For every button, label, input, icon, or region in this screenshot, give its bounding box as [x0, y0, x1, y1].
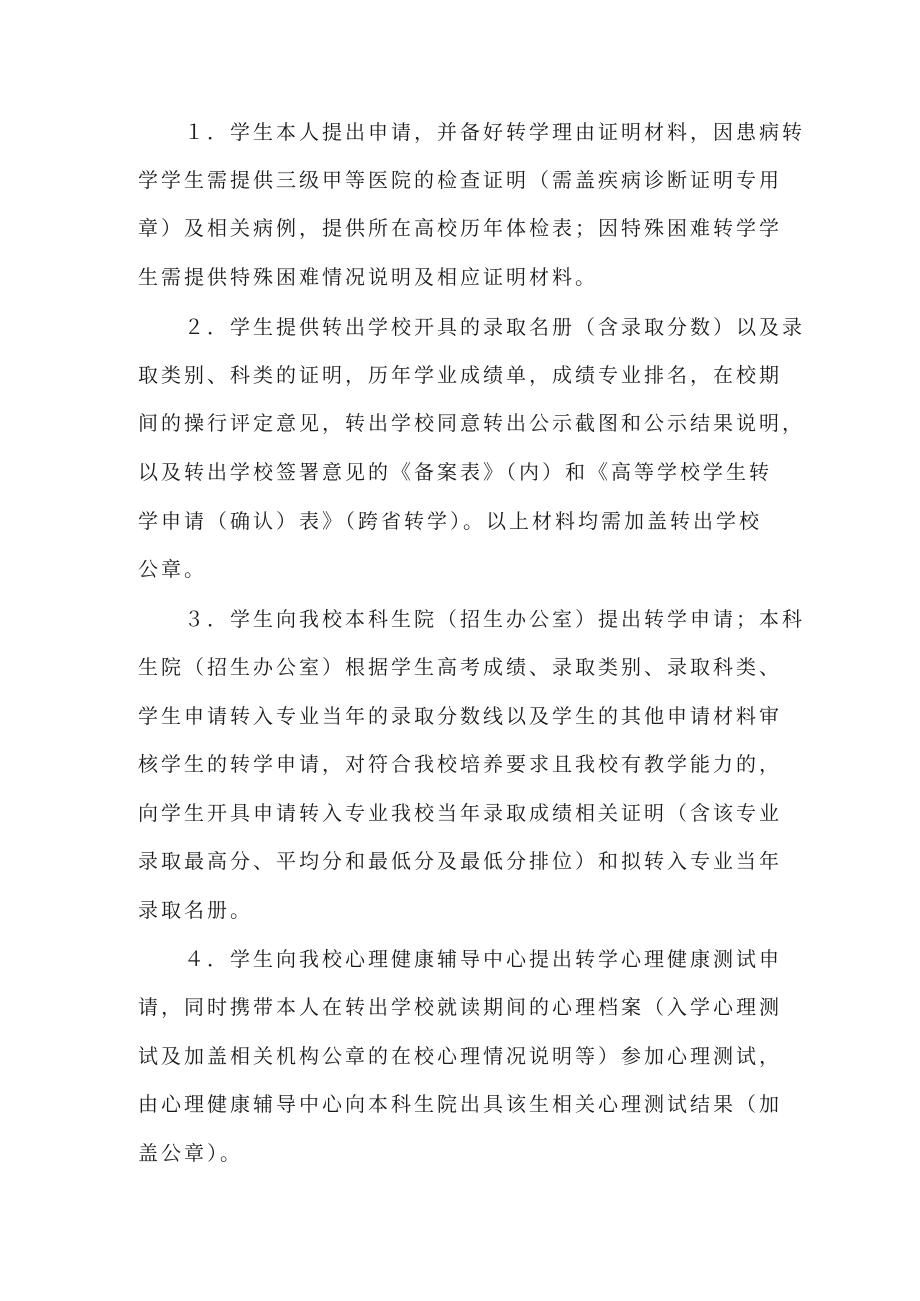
paragraph-3-line-1: ３．学生向我校本科生院（招生办公室）提出转学申请；本科 [184, 607, 805, 631]
paragraph-4-line-3: 试及加盖相关机构公章的在校心理情况说明等）参加心理测试， [138, 1044, 782, 1068]
paragraph-3-line-4: 核学生的转学申请，对符合我校培养要求且我校有教学能力的， [138, 752, 782, 776]
paragraph-2-line-2: 取类别、科类的证明，历年学业成绩单，成绩专业排名，在校期 [138, 363, 782, 387]
paragraph-2-line-1: ２．学生提供转出学校开具的录取名册（含录取分数）以及录 [184, 315, 805, 339]
paragraph-3-line-5: 向学生开具申请转入专业我校当年录取成绩相关证明（含该专业 [138, 801, 782, 825]
paragraph-1-line-1: １．学生本人提出申请，并备好转学理由证明材料，因患病转 [184, 120, 805, 144]
paragraph-4-line-1: ４．学生向我校心理健康辅导中心提出转学心理健康测试申 [184, 947, 782, 971]
paragraph-2-line-4: 以及转出学校签署意见的《备案表》（内）和《高等学校学生转 [138, 460, 772, 484]
paragraph-3-line-6: 录取最高分、平均分和最低分及最低分排位）和拟转入专业当年 [138, 849, 782, 873]
paragraph-2-line-6: 公章。 [138, 557, 207, 581]
paragraph-1-line-2: 学学生需提供三级甲等医院的检查证明（需盖疾病诊断证明专用 [138, 168, 782, 192]
paragraph-3-line-2: 生院（招生办公室）根据学生高考成绩、录取类别、录取科类、 [138, 655, 782, 679]
paragraph-4-line-4: 由心理健康辅导中心向本科生院出具该生相关心理测试结果（加 [138, 1092, 782, 1116]
paragraph-4-line-5: 盖公章）。 [138, 1141, 243, 1165]
paragraph-1-line-3: 章）及相关病例，提供所在高校历年体检表；因特殊困难转学学 [138, 216, 782, 240]
paragraph-4-line-2: 请，同时携带本人在转出学校就读期间的心理档案（入学心理测 [138, 995, 782, 1019]
paragraph-3-line-3: 学生申请转入专业当年的录取分数线以及学生的其他申请材料审 [138, 704, 782, 728]
paragraph-2-line-3: 间的操行评定意见，转出学校同意转出公示截图和公示结果说明， [138, 411, 805, 435]
paragraph-3-line-7: 录取名册。 [138, 898, 253, 922]
paragraph-2-line-5: 学申请（确认）表》（跨省转学）。以上材料均需加盖转出学校 [138, 509, 762, 533]
paragraph-1-line-4: 生需提供特殊困难情况说明及相应证明材料。 [138, 265, 598, 289]
